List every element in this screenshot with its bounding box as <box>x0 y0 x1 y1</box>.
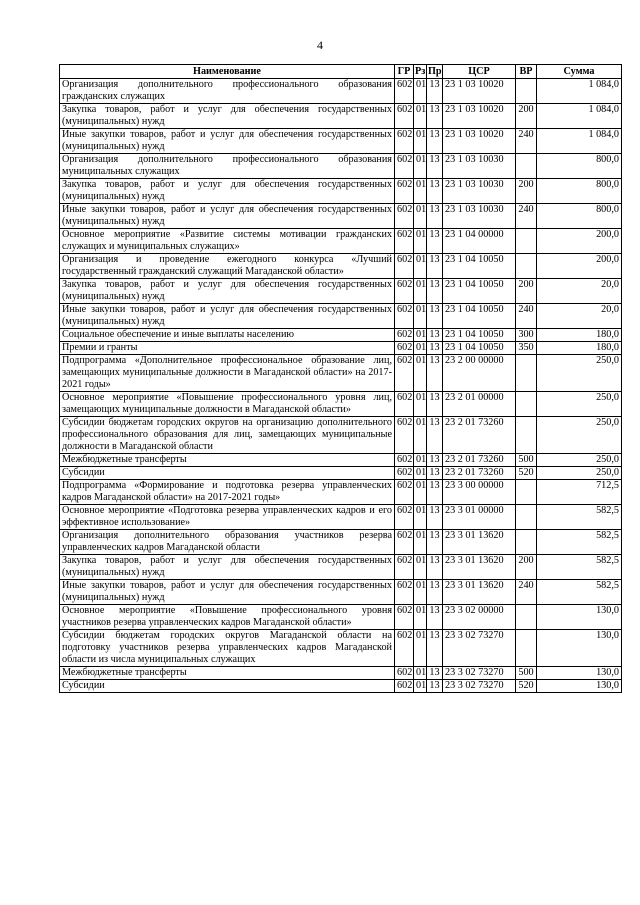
cell-pr: 13 <box>427 279 443 304</box>
cell-name: Субсидии <box>60 467 395 480</box>
cell-csr: 23 2 01 73260 <box>443 417 516 454</box>
cell-csr: 23 3 02 73270 <box>443 667 516 680</box>
cell-rz: 01 <box>414 304 427 329</box>
cell-pr: 13 <box>427 605 443 630</box>
cell-csr: 23 1 03 10030 <box>443 204 516 229</box>
cell-csr: 23 3 02 73270 <box>443 630 516 667</box>
table-row <box>60 355 622 392</box>
cell-csr: 23 2 01 73260 <box>443 454 516 467</box>
cell-sum: 250,0 <box>537 355 622 392</box>
cell-sum: 250,0 <box>537 454 622 467</box>
cell-gr: 602 <box>395 355 414 392</box>
cell-sum: 712,5 <box>537 480 622 505</box>
cell-sum: 130,0 <box>537 605 622 630</box>
cell-sum: 1 084,0 <box>537 104 622 129</box>
cell-csr: 23 2 01 00000 <box>443 392 516 417</box>
cell-name: Субсидии бюджетам городских округов на организацию дополнительного профессионального образования для лиц, замещающих муниципальные должности в Магаданской области <box>60 417 395 454</box>
cell-rz: 01 <box>414 505 427 530</box>
cell-name: Организация дополнительного профессионального образования гражданских служащих <box>60 79 395 104</box>
cell-pr: 13 <box>427 417 443 454</box>
header-pr: Пр <box>428 66 442 77</box>
cell-vr: 500 <box>516 667 537 680</box>
cell-rz: 01 <box>414 254 427 279</box>
cell-pr: 13 <box>427 342 443 355</box>
table-row <box>60 254 622 279</box>
cell-rz: 01 <box>414 580 427 605</box>
table-row <box>60 129 622 154</box>
cell-gr: 602 <box>395 530 414 555</box>
cell-pr: 13 <box>427 304 443 329</box>
header-rz: Рз <box>415 66 426 77</box>
table-row <box>60 329 622 342</box>
table-row <box>60 555 622 580</box>
cell-vr <box>516 605 537 630</box>
cell-pr: 13 <box>427 154 443 179</box>
cell-pr: 13 <box>427 580 443 605</box>
cell-name: Субсидии бюджетам городских округов Магаданской области на подготовку участников резерва управленческих кадров Магаданской области из числа муниципальных служащих <box>60 630 395 667</box>
cell-rz: 01 <box>414 342 427 355</box>
cell-vr: 200 <box>516 279 537 304</box>
cell-name: Закупка товаров, работ и услуг для обеспечения государственных (муниципальных) нужд <box>60 555 395 580</box>
cell-pr: 13 <box>427 505 443 530</box>
table-row <box>60 279 622 304</box>
cell-name: Межбюджетные трансферты <box>60 667 395 680</box>
cell-sum: 800,0 <box>537 179 622 204</box>
cell-sum: 180,0 <box>537 342 622 355</box>
cell-gr: 602 <box>395 630 414 667</box>
cell-vr: 240 <box>516 204 537 229</box>
cell-name: Подпрограмма «Дополнительное профессиональное образование лиц, замещающих муниципальные должности в Магаданской области» на 2017-2021 годы» <box>60 355 395 392</box>
cell-gr: 602 <box>395 580 414 605</box>
cell-gr: 602 <box>395 104 414 129</box>
cell-name: Иные закупки товаров, работ и услуг для обеспечения государственных (муниципальных) нужд <box>60 580 395 605</box>
cell-name: Организация дополнительного профессионального образования муниципальных служащих <box>60 154 395 179</box>
cell-pr: 13 <box>427 254 443 279</box>
cell-vr: 240 <box>516 129 537 154</box>
table-row <box>60 179 622 204</box>
cell-csr: 23 1 04 10050 <box>443 342 516 355</box>
cell-gr: 602 <box>395 454 414 467</box>
cell-csr: 23 3 00 00000 <box>443 480 516 505</box>
cell-vr <box>516 630 537 667</box>
cell-rz: 01 <box>414 417 427 454</box>
cell-rz: 01 <box>414 355 427 392</box>
cell-vr: 300 <box>516 329 537 342</box>
cell-name: Основное мероприятие «Повышение профессионального уровня лиц, замещающих муниципальные должности в Магаданской области» <box>60 392 395 417</box>
cell-sum: 20,0 <box>537 279 622 304</box>
cell-sum: 20,0 <box>537 304 622 329</box>
cell-csr: 23 3 01 13620 <box>443 530 516 555</box>
cell-rz: 01 <box>414 104 427 129</box>
cell-gr: 602 <box>395 304 414 329</box>
table-row <box>60 630 622 667</box>
cell-csr: 23 1 04 10050 <box>443 329 516 342</box>
cell-gr: 602 <box>395 480 414 505</box>
cell-sum: 1 084,0 <box>537 79 622 104</box>
table-row <box>60 530 622 555</box>
table-row <box>60 480 622 505</box>
cell-gr: 602 <box>395 229 414 254</box>
cell-vr <box>516 480 537 505</box>
cell-vr: 520 <box>516 680 537 693</box>
cell-csr: 23 3 02 73270 <box>443 680 516 693</box>
header-gr: ГР <box>395 65 414 79</box>
cell-pr: 13 <box>427 530 443 555</box>
cell-pr: 13 <box>427 229 443 254</box>
table-row <box>60 454 622 467</box>
cell-pr: 13 <box>427 480 443 505</box>
cell-vr <box>516 154 537 179</box>
table-row <box>60 229 622 254</box>
cell-sum: 582,5 <box>537 530 622 555</box>
cell-pr: 13 <box>427 467 443 480</box>
table-row <box>60 580 622 605</box>
cell-sum: 582,5 <box>537 505 622 530</box>
cell-rz: 01 <box>414 179 427 204</box>
cell-sum: 582,5 <box>537 580 622 605</box>
cell-sum: 130,0 <box>537 667 622 680</box>
cell-rz: 01 <box>414 467 427 480</box>
cell-pr: 13 <box>427 129 443 154</box>
cell-csr: 23 2 00 00000 <box>443 355 516 392</box>
cell-csr: 23 1 04 10050 <box>443 254 516 279</box>
cell-name: Организация и проведение ежегодного конкурса «Лучший государственный гражданский служащий Магаданской области» <box>60 254 395 279</box>
cell-name: Премии и гранты <box>60 342 395 355</box>
table-row <box>60 467 622 480</box>
cell-name: Подпрограмма «Формирование и подготовка резерва управленческих кадров Магаданской области» на 2017-2021 годы» <box>60 480 395 505</box>
cell-name: Субсидии <box>60 680 395 693</box>
cell-gr: 602 <box>395 254 414 279</box>
cell-vr: 200 <box>516 104 537 129</box>
cell-vr <box>516 79 537 104</box>
cell-gr: 602 <box>395 129 414 154</box>
cell-name: Социальное обеспечение и иные выплаты населению <box>60 329 395 342</box>
cell-name: Иные закупки товаров, работ и услуг для обеспечения государственных (муниципальных) нужд <box>60 204 395 229</box>
cell-name: Межбюджетные трансферты <box>60 454 395 467</box>
cell-gr: 602 <box>395 392 414 417</box>
cell-sum: 250,0 <box>537 417 622 454</box>
cell-gr: 602 <box>395 329 414 342</box>
cell-gr: 602 <box>395 417 414 454</box>
cell-gr: 602 <box>395 555 414 580</box>
table-row <box>60 204 622 229</box>
cell-csr: 23 1 04 00000 <box>443 229 516 254</box>
cell-rz: 01 <box>414 229 427 254</box>
cell-gr: 602 <box>395 179 414 204</box>
cell-name: Основное мероприятие «Подготовка резерва управленческих кадров и его эффективное использование» <box>60 505 395 530</box>
cell-pr: 13 <box>427 667 443 680</box>
cell-gr: 602 <box>395 667 414 680</box>
cell-vr <box>516 505 537 530</box>
cell-csr: 23 2 01 73260 <box>443 467 516 480</box>
cell-csr: 23 3 01 13620 <box>443 580 516 605</box>
cell-csr: 23 1 03 10020 <box>443 79 516 104</box>
cell-sum: 200,0 <box>537 229 622 254</box>
cell-sum: 200,0 <box>537 254 622 279</box>
table-row <box>60 680 622 693</box>
cell-name: Закупка товаров, работ и услуг для обеспечения государственных (муниципальных) нужд <box>60 104 395 129</box>
header-name: Наименование <box>60 65 395 79</box>
table-row <box>60 605 622 630</box>
table-row <box>60 667 622 680</box>
cell-rz: 01 <box>414 392 427 417</box>
cell-gr: 602 <box>395 342 414 355</box>
cell-vr <box>516 254 537 279</box>
cell-sum: 130,0 <box>537 630 622 667</box>
cell-name: Организация дополнительного образования участников резерва управленческих кадров Магаданской области <box>60 530 395 555</box>
cell-rz: 01 <box>414 555 427 580</box>
cell-gr: 602 <box>395 467 414 480</box>
cell-vr <box>516 355 537 392</box>
cell-vr <box>516 392 537 417</box>
cell-csr: 23 1 04 10050 <box>443 279 516 304</box>
header-vr: ВР <box>516 65 537 79</box>
table-header-row <box>60 65 622 79</box>
cell-gr: 602 <box>395 204 414 229</box>
cell-name: Основное мероприятие «Повышение профессионального уровня участников резерва управленческих кадров Магаданской области» <box>60 605 395 630</box>
table-row <box>60 104 622 129</box>
cell-rz: 01 <box>414 129 427 154</box>
cell-vr: 500 <box>516 454 537 467</box>
cell-vr: 520 <box>516 467 537 480</box>
cell-sum: 130,0 <box>537 680 622 693</box>
cell-sum: 582,5 <box>537 555 622 580</box>
table-row <box>60 392 622 417</box>
cell-rz: 01 <box>414 329 427 342</box>
table-row <box>60 505 622 530</box>
cell-gr: 602 <box>395 605 414 630</box>
header-sum: Сумма <box>537 65 622 79</box>
cell-sum: 800,0 <box>537 204 622 229</box>
cell-gr: 602 <box>395 505 414 530</box>
cell-vr <box>516 229 537 254</box>
cell-vr: 200 <box>516 179 537 204</box>
cell-sum: 800,0 <box>537 154 622 179</box>
cell-rz: 01 <box>414 454 427 467</box>
header-csr: ЦСР <box>443 65 516 79</box>
cell-rz: 01 <box>414 667 427 680</box>
cell-csr: 23 1 04 10050 <box>443 304 516 329</box>
cell-rz: 01 <box>414 605 427 630</box>
cell-pr: 13 <box>427 104 443 129</box>
table-row <box>60 342 622 355</box>
cell-pr: 13 <box>427 392 443 417</box>
cell-csr: 23 3 01 00000 <box>443 505 516 530</box>
cell-pr: 13 <box>427 555 443 580</box>
cell-sum: 250,0 <box>537 392 622 417</box>
cell-csr: 23 1 03 10020 <box>443 104 516 129</box>
cell-name: Основное мероприятие «Развитие системы мотивации гражданских служащих и муниципальных служащих» <box>60 229 395 254</box>
cell-pr: 13 <box>427 454 443 467</box>
table-row <box>60 304 622 329</box>
cell-gr: 602 <box>395 154 414 179</box>
cell-pr: 13 <box>427 79 443 104</box>
cell-sum: 180,0 <box>537 329 622 342</box>
cell-pr: 13 <box>427 630 443 667</box>
cell-pr: 13 <box>427 355 443 392</box>
cell-rz: 01 <box>414 630 427 667</box>
cell-sum: 250,0 <box>537 467 622 480</box>
cell-vr <box>516 417 537 454</box>
cell-csr: 23 3 01 13620 <box>443 555 516 580</box>
cell-rz: 01 <box>414 530 427 555</box>
cell-name: Иные закупки товаров, работ и услуг для обеспечения государственных (муниципальных) нужд <box>60 129 395 154</box>
cell-rz: 01 <box>414 480 427 505</box>
table-row <box>60 154 622 179</box>
cell-pr: 13 <box>427 329 443 342</box>
cell-csr: 23 1 03 10030 <box>443 154 516 179</box>
cell-name: Закупка товаров, работ и услуг для обеспечения государственных (муниципальных) нужд <box>60 279 395 304</box>
cell-vr: 200 <box>516 555 537 580</box>
cell-vr: 240 <box>516 580 537 605</box>
cell-rz: 01 <box>414 204 427 229</box>
cell-vr: 350 <box>516 342 537 355</box>
cell-pr: 13 <box>427 680 443 693</box>
cell-gr: 602 <box>395 79 414 104</box>
cell-rz: 01 <box>414 79 427 104</box>
cell-vr: 240 <box>516 304 537 329</box>
cell-name: Закупка товаров, работ и услуг для обеспечения государственных (муниципальных) нужд <box>60 179 395 204</box>
cell-pr: 13 <box>427 204 443 229</box>
cell-name: Иные закупки товаров, работ и услуг для обеспечения государственных (муниципальных) нужд <box>60 304 395 329</box>
cell-csr: 23 1 03 10020 <box>443 129 516 154</box>
cell-rz: 01 <box>414 154 427 179</box>
table-row <box>60 417 622 454</box>
budget-table <box>59 64 622 693</box>
table-row <box>60 79 622 104</box>
cell-vr <box>516 530 537 555</box>
table-body <box>60 79 622 693</box>
cell-csr: 23 3 02 00000 <box>443 605 516 630</box>
cell-gr: 602 <box>395 680 414 693</box>
cell-pr: 13 <box>427 179 443 204</box>
cell-rz: 01 <box>414 680 427 693</box>
page-number: 4 <box>317 38 323 52</box>
cell-gr: 602 <box>395 279 414 304</box>
cell-sum: 1 084,0 <box>537 129 622 154</box>
cell-csr: 23 1 03 10030 <box>443 179 516 204</box>
cell-rz: 01 <box>414 279 427 304</box>
